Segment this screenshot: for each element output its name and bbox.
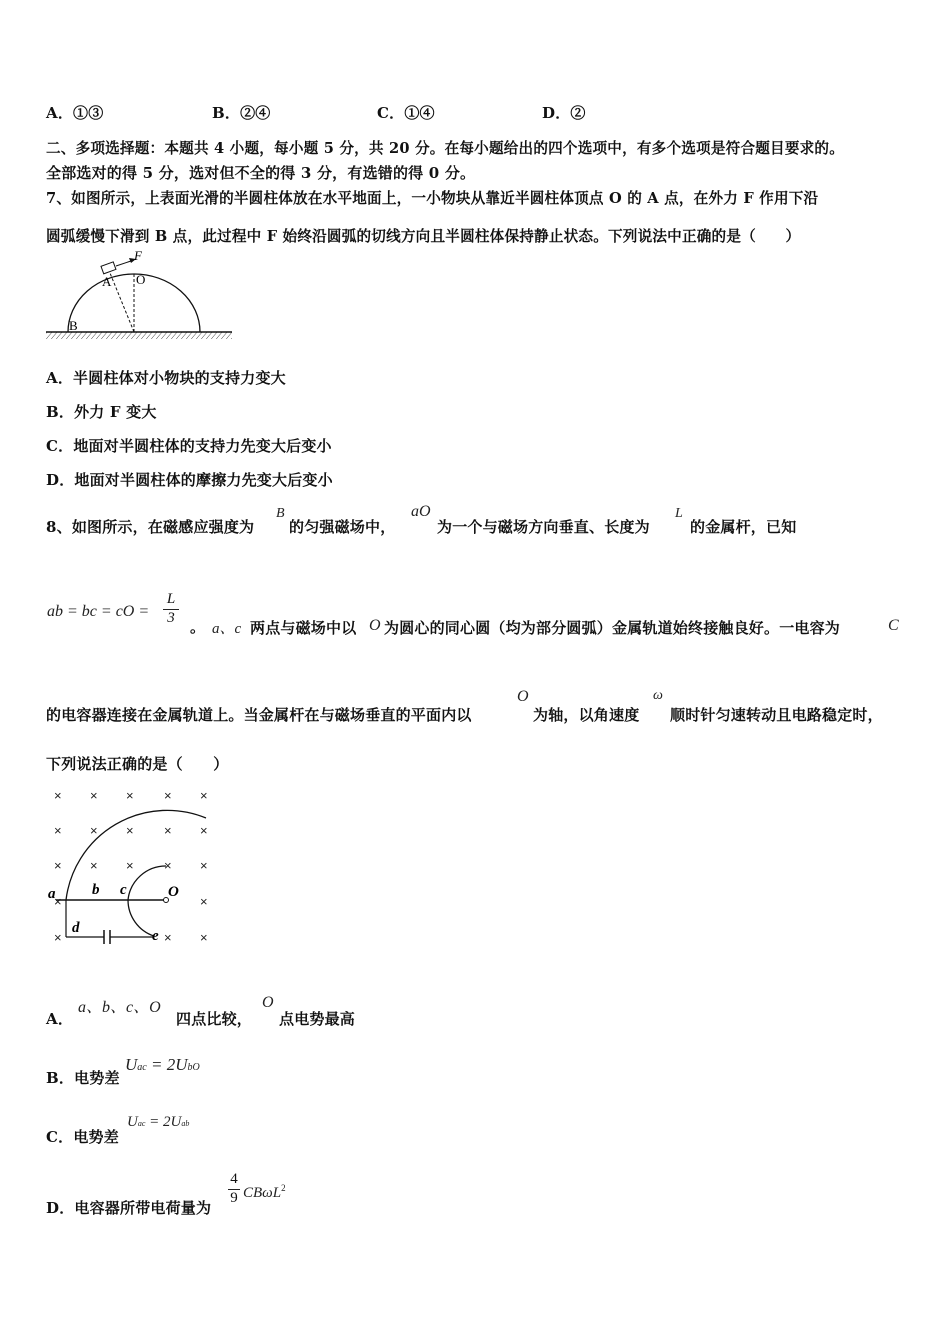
outer-arc — [66, 810, 206, 900]
field-cross: × — [200, 894, 208, 909]
ground-hatch — [46, 332, 232, 339]
field-cross: × — [164, 788, 172, 803]
q8-option-d-denominator: 9 — [228, 1189, 240, 1207]
label-b: B — [69, 318, 78, 333]
option-c-top: C．①④ — [377, 104, 435, 122]
q8-option-a-o: O — [262, 994, 274, 1011]
small-block — [101, 262, 116, 274]
field-cross: × — [90, 823, 98, 838]
option-d-top: D．② — [542, 104, 586, 122]
q8-option-d-prefix: D．电容器所带电荷量为 — [46, 1199, 212, 1217]
field-cross: × — [126, 823, 134, 838]
label-b: b — [92, 882, 100, 898]
q8-stem-2a: 两点与磁场中以 — [250, 619, 357, 637]
field-cross: × — [126, 788, 134, 803]
field-cross: × — [200, 930, 208, 945]
equation-lhs: ab = bc = cO = — [47, 603, 150, 620]
label-c: c — [120, 882, 127, 898]
label-a: A — [102, 274, 112, 289]
q8-option-a-end: 点电势最高 — [279, 1010, 356, 1028]
section-heading-line1: 二、多项选择题：本题共 4 小题，每小题 5 分，共 20 分。在每小题给出的四个选项中，有多个选项是符合题目要求的。 — [46, 140, 844, 157]
field-cross: × — [90, 788, 98, 803]
symbol-ac: a、c — [212, 621, 242, 637]
q8-option-d-numerator: 4 — [230, 1171, 238, 1187]
symbol-c: C — [888, 617, 899, 634]
label-e: e — [152, 928, 159, 944]
label-f: F — [134, 248, 142, 263]
field-cross: × — [54, 858, 62, 873]
q8-option-a-mid: 四点比较， — [176, 1010, 253, 1028]
equation-numerator: L — [166, 591, 176, 607]
q7-option-d: D．地面对半圆柱体的摩擦力先变大后变小 — [46, 471, 333, 489]
field-cross: × — [54, 894, 62, 909]
q7-stem-line1: 7、如图所示，上表面光滑的半圆柱体放在水平地面上，一小物块从靠近半圆柱体顶点 O 的 A 点，在外力 F 作用下沿 — [46, 190, 819, 207]
label-o: O — [136, 272, 146, 287]
field-cross: × — [200, 823, 208, 838]
q8-stem-3b: 为轴，以角速度 — [533, 706, 640, 724]
q7-option-b: B．外力 F 变大 — [46, 403, 157, 421]
field-cross: × — [54, 788, 62, 803]
symbol-ao: aO — [411, 503, 431, 520]
label-a: a — [48, 886, 56, 902]
label-d: d — [72, 920, 80, 936]
symbol-o-axis: O — [517, 688, 529, 705]
q8-option-a-prefix: A． — [46, 1010, 74, 1028]
field-cross: × — [200, 788, 208, 803]
field-cross: × — [54, 823, 62, 838]
q7-stem-line2: 圆弧缓慢下滑到 B 点，此过程中 F 始终沿圆弧的切线方向且半圆柱体保持静止状态。下列说法中正确的是（ ） — [46, 228, 801, 245]
q8-magnetic-field-figure — [44, 782, 224, 952]
symbol-o: O — [369, 617, 381, 634]
q8-stem-3a: 的电容器连接在金属轨道上。当金属杆在与磁场垂直的平面内以 — [46, 706, 472, 724]
q8-stem-1d: 的金属杆，已知 — [690, 518, 797, 536]
equation-period: 。 — [190, 618, 206, 636]
q8-option-d-expr: CBωL$^2$ — [243, 1183, 286, 1201]
equation-fraction — [163, 591, 179, 627]
q8-stem-4: 下列说法正确的是（ ） — [46, 755, 229, 773]
inner-arc-lower — [128, 900, 154, 936]
q8-option-c-formula: Uac = 2Uab — [127, 1114, 190, 1130]
symbol-b: B — [276, 506, 285, 521]
q8-option-b-prefix: B．电势差 — [46, 1069, 120, 1087]
q8-stem-3c: 顺时针匀速转动且电路稳定时， — [670, 706, 883, 724]
symbol-l: L — [675, 506, 683, 521]
q8-option-b-formula: Uac = 2UbO — [125, 1055, 200, 1074]
option-b-top: B．②④ — [212, 104, 271, 122]
q8-stem-1a: 8、如图所示，在磁感应强度为 — [46, 518, 255, 536]
field-cross: × — [54, 930, 62, 945]
field-cross: × — [164, 858, 172, 873]
symbol-omega: ω — [653, 688, 663, 703]
label-o: O — [168, 884, 179, 900]
q8-option-c-prefix: C．电势差 — [46, 1128, 119, 1146]
radius-to-a — [110, 273, 134, 332]
field-cross: × — [164, 823, 172, 838]
semicircle-arc — [68, 274, 200, 332]
field-cross: × — [164, 930, 172, 945]
q8-stem-2b: 为圆心的同心圆（均为部分圆弧）金属轨道始终接触良好。一电容为 — [384, 619, 841, 637]
section-heading-line2: 全部选对的得 5 分，选对但不全的得 3 分，有选错的得 0 分。 — [46, 164, 476, 182]
q8-option-d-fraction — [228, 1171, 240, 1207]
q8-stem-1b: 的匀强磁场中， — [289, 518, 396, 536]
q8-option-a-symbols: a、b、c、O — [78, 999, 161, 1016]
q7-option-c: C．地面对半圆柱体的支持力先变大后变小 — [46, 437, 332, 455]
q8-stem-1c: 为一个与磁场方向垂直、长度为 — [437, 518, 650, 536]
q7-option-a: A．半圆柱体对小物块的支持力变大 — [46, 369, 286, 387]
q7-semicircle-figure — [44, 248, 234, 342]
field-cross: × — [200, 858, 208, 873]
field-cross: × — [126, 858, 134, 873]
option-a-top: A．①③ — [46, 104, 104, 122]
equation-denominator: 3 — [163, 609, 179, 627]
inner-arc — [128, 866, 166, 900]
field-cross: × — [90, 858, 98, 873]
